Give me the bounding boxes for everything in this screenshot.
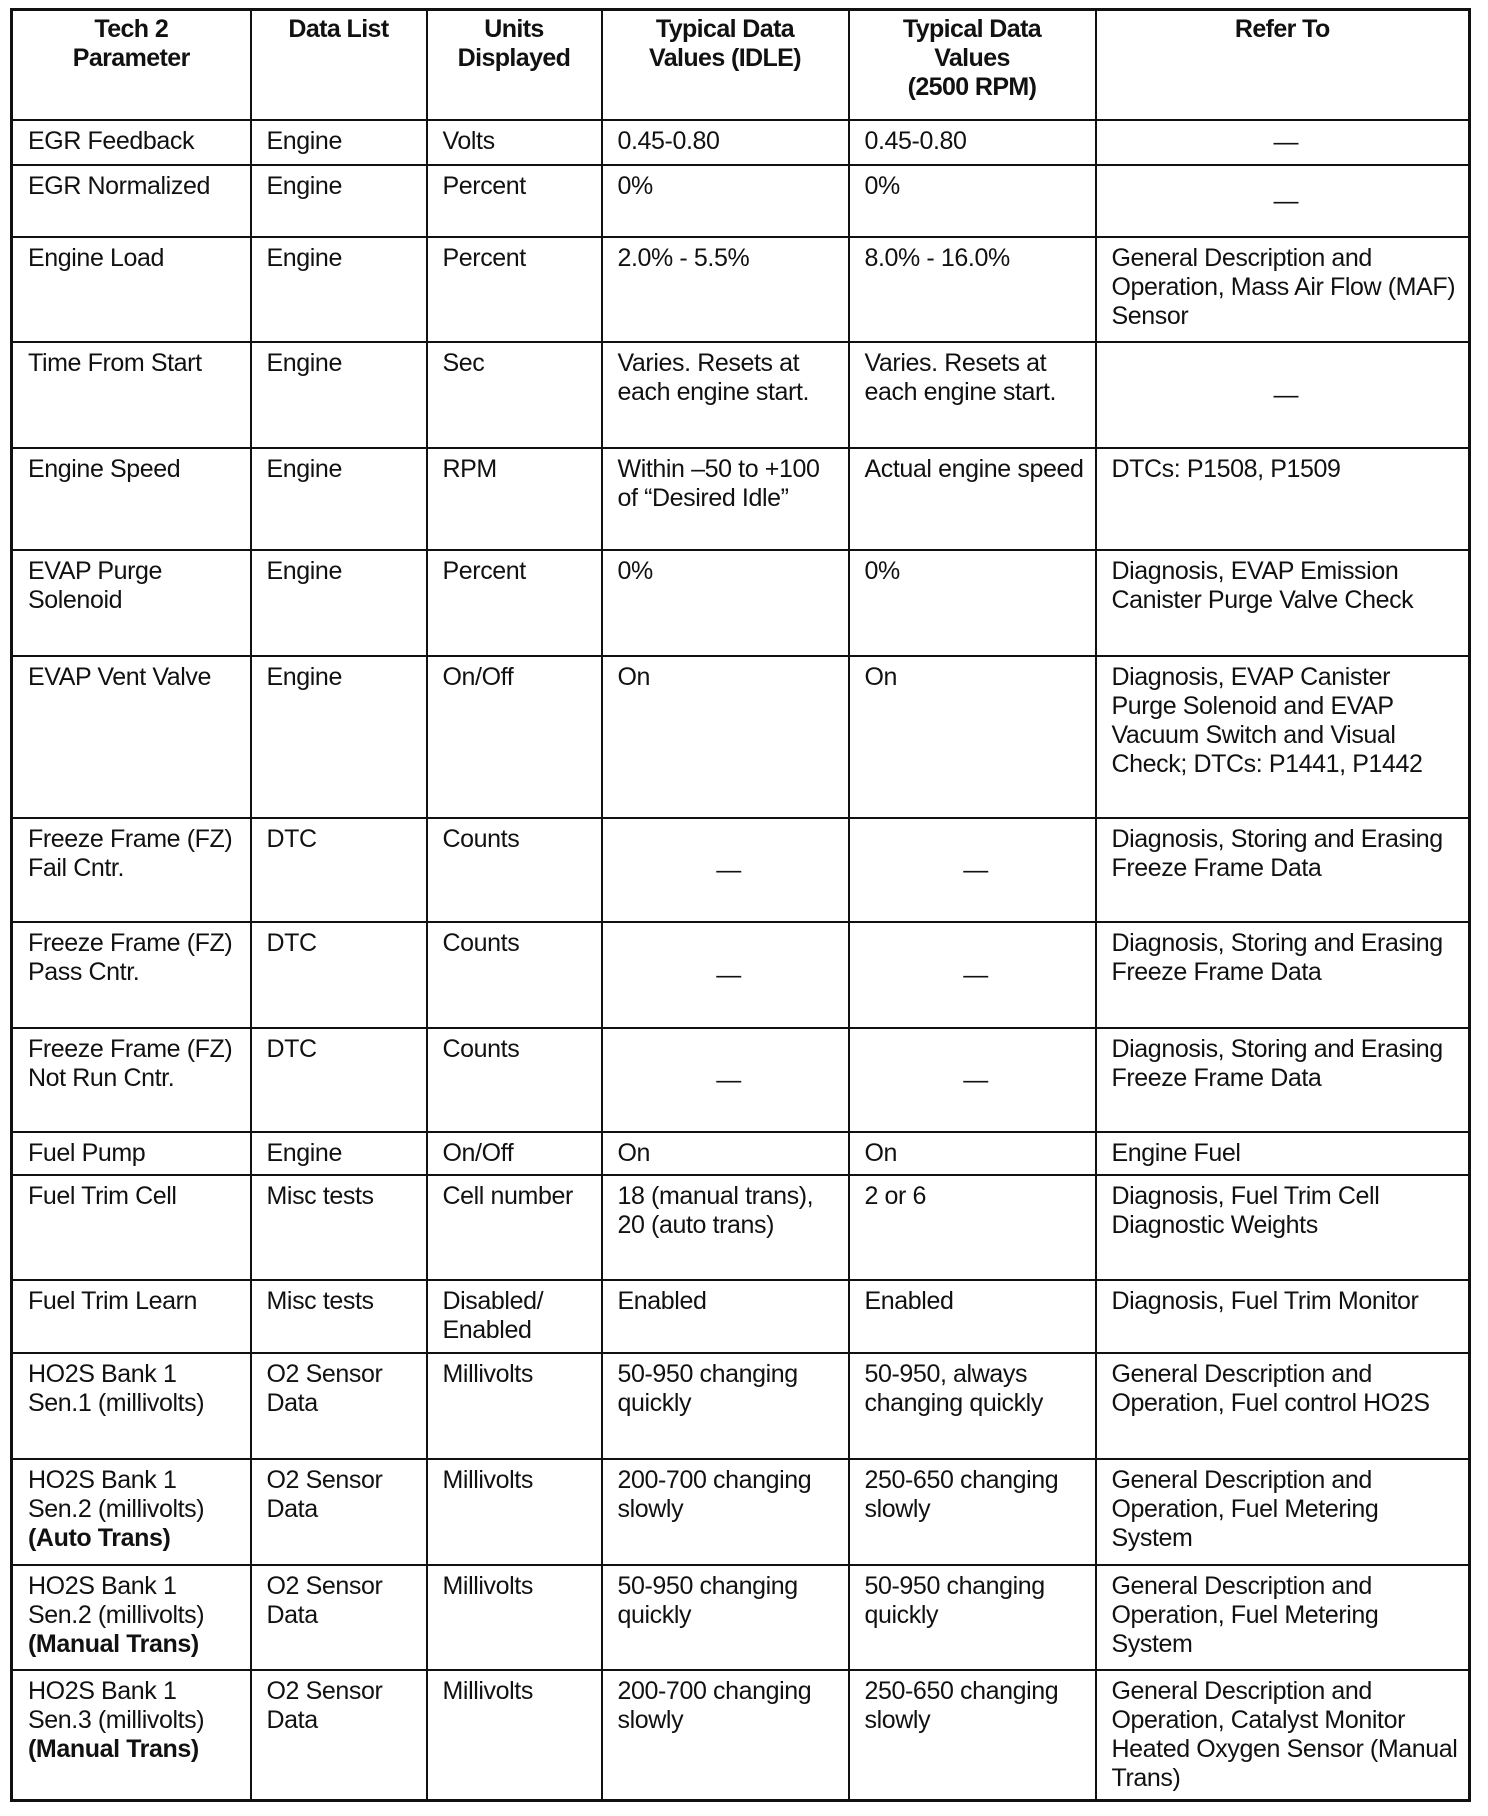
cell-parameter-text: Engine Speed — [28, 455, 181, 483]
cell-units — [427, 1175, 602, 1280]
cell-refer-to-text: Diagnosis, EVAP Emission Canister Purge Valve Check — [1111, 557, 1414, 614]
table-row — [12, 342, 1470, 448]
cell-idle-value — [602, 550, 849, 656]
cell-idle-value — [602, 1028, 849, 1132]
header-line: Values — [934, 44, 1010, 72]
header-line: Displayed — [457, 44, 571, 72]
cell-parameter-text: Freeze Frame (FZ) Pass Cntr. — [28, 929, 233, 986]
cell-idle-value-text: 50-950 changing quickly — [617, 1572, 798, 1629]
cell-units-text: Percent — [442, 244, 526, 272]
cell-refer-to-text: General Description and Operation, Mass Air Flow (MAF) Sensor — [1111, 244, 1456, 330]
cell-units — [427, 1565, 602, 1670]
cell-data-list — [251, 1028, 427, 1132]
header-line: Values (IDLE) — [649, 44, 801, 72]
cell-data-list-text: O2 Sensor Data — [266, 1360, 383, 1417]
cell-units — [427, 1132, 602, 1175]
cell-2500rpm-value-text: 8.0% - 16.0% — [864, 244, 1010, 272]
cell-data-list — [251, 656, 427, 818]
cell-parameter-text: HO2S Bank 1 Sen.2 (millivolts) — [28, 1572, 205, 1629]
cell-idle-value-text: 18 (manual trans), 20 (auto trans) — [617, 1182, 814, 1239]
cell-data-list-text: Engine — [266, 557, 342, 585]
cell-2500rpm-value-text: 2 or 6 — [864, 1182, 927, 1210]
cell-idle-value-text: — — [716, 855, 741, 884]
cell-units — [427, 550, 602, 656]
cell-parameter-text: EVAP Vent Valve — [28, 663, 212, 691]
cell-data-list-text: DTC — [266, 825, 317, 853]
cell-units-text: Percent — [442, 172, 526, 200]
table-row — [12, 656, 1470, 818]
cell-parameter-text: Fuel Pump — [28, 1139, 146, 1167]
cell-idle-value — [602, 1670, 849, 1801]
cell-data-list-text: O2 Sensor Data — [266, 1466, 383, 1523]
cell-data-list-text: DTC — [266, 929, 317, 957]
cell-data-list — [251, 1280, 427, 1353]
header-line: Parameter — [72, 44, 190, 72]
cell-parameter — [12, 1353, 251, 1459]
cell-2500rpm-value-text: 250-650 changing slowly — [864, 1466, 1059, 1523]
cell-units-text: Percent — [442, 557, 526, 585]
cell-refer-to-text: Diagnosis, Storing and Erasing Freeze Frame Data — [1111, 825, 1443, 882]
cell-idle-value-text: On — [617, 663, 651, 691]
cell-data-list-text: Misc tests — [266, 1182, 374, 1210]
cell-data-list-text: Engine — [266, 455, 342, 483]
cell-units-text: Millivolts — [442, 1677, 533, 1705]
cell-2500rpm-value-text: 0.45-0.80 — [864, 127, 967, 155]
cell-2500rpm-value-text: — — [963, 960, 988, 989]
cell-data-list — [251, 818, 427, 922]
cell-data-list — [251, 922, 427, 1028]
header-refer-to — [1096, 10, 1470, 121]
table-body — [12, 120, 1470, 1801]
cell-parameter — [12, 448, 251, 550]
cell-2500rpm-value — [849, 1353, 1096, 1459]
cell-data-list-text: Engine — [266, 127, 342, 155]
table-row — [12, 922, 1470, 1028]
header-idle — [602, 10, 849, 121]
cell-parameter-text: EGR Normalized — [28, 172, 210, 200]
cell-idle-value-text: — — [716, 960, 741, 989]
cell-2500rpm-value-text: 0% — [864, 557, 900, 585]
header-line: Tech 2 — [94, 15, 169, 43]
cell-2500rpm-value — [849, 448, 1096, 550]
cell-idle-value-text: Varies. Resets at each engine start. — [617, 349, 810, 406]
cell-idle-value — [602, 448, 849, 550]
cell-units — [427, 1280, 602, 1353]
cell-refer-to — [1096, 1459, 1470, 1565]
cell-refer-to — [1096, 165, 1470, 237]
cell-parameter-text: EVAP Purge Solenoid — [28, 557, 163, 614]
header-2500rpm — [849, 10, 1096, 121]
table-row — [12, 1565, 1470, 1670]
cell-refer-to-text: DTCs: P1508, P1509 — [1111, 455, 1341, 483]
cell-units-text: Disabled/ Enabled — [442, 1287, 544, 1344]
cell-units-text: Counts — [442, 825, 520, 853]
cell-2500rpm-value-text: On — [864, 1139, 898, 1167]
cell-data-list — [251, 1175, 427, 1280]
cell-units — [427, 818, 602, 922]
header-data-list — [251, 10, 427, 121]
cell-parameter — [12, 1280, 251, 1353]
cell-data-list-text: Engine — [266, 349, 342, 377]
cell-refer-to-text: Diagnosis, Storing and Erasing Freeze Frame Data — [1111, 1035, 1443, 1092]
table-row — [12, 165, 1470, 237]
cell-parameter — [12, 165, 251, 237]
cell-data-list — [251, 448, 427, 550]
cell-data-list — [251, 1353, 427, 1459]
cell-idle-value-text: Enabled — [617, 1287, 707, 1315]
cell-2500rpm-value — [849, 1028, 1096, 1132]
cell-parameter — [12, 922, 251, 1028]
cell-refer-to-text: Diagnosis, Fuel Trim Cell Diagnostic Weights — [1111, 1182, 1380, 1239]
cell-units — [427, 656, 602, 818]
cell-data-list — [251, 342, 427, 448]
cell-refer-to — [1096, 550, 1470, 656]
cell-units — [427, 1353, 602, 1459]
cell-data-list-text: Engine — [266, 663, 342, 691]
cell-2500rpm-value-text: Actual engine speed — [864, 455, 1084, 483]
cell-idle-value — [602, 656, 849, 818]
cell-parameter-text: Freeze Frame (FZ) Fail Cntr. — [28, 825, 233, 882]
cell-data-list — [251, 165, 427, 237]
cell-refer-to-text: — — [1273, 380, 1299, 409]
cell-data-list-text: DTC — [266, 1035, 317, 1063]
cell-idle-value — [602, 165, 849, 237]
cell-2500rpm-value — [849, 818, 1096, 922]
cell-units — [427, 237, 602, 342]
cell-idle-value — [602, 1280, 849, 1353]
cell-2500rpm-value — [849, 120, 1096, 165]
table-row — [12, 1353, 1470, 1459]
table-row — [12, 1670, 1470, 1801]
table-row — [12, 1280, 1470, 1353]
cell-2500rpm-value — [849, 1280, 1096, 1353]
tech2-parameter-table — [10, 8, 1471, 1802]
cell-parameter-text: HO2S Bank 1 Sen.2 (millivolts) — [28, 1466, 205, 1523]
cell-units — [427, 1028, 602, 1132]
cell-idle-value-text: 0% — [617, 172, 653, 200]
cell-2500rpm-value — [849, 1175, 1096, 1280]
cell-refer-to — [1096, 1353, 1470, 1459]
cell-parameter — [12, 1175, 251, 1280]
cell-idle-value-text: Within –50 to +100 of “Desired Idle” — [617, 455, 820, 512]
cell-units-text: Counts — [442, 1035, 520, 1063]
cell-parameter — [12, 550, 251, 656]
header-parameter — [12, 10, 251, 121]
cell-units-text: Volts — [442, 127, 495, 155]
cell-data-list-text: O2 Sensor Data — [266, 1572, 383, 1629]
cell-refer-to — [1096, 1280, 1470, 1353]
cell-idle-value — [602, 1353, 849, 1459]
cell-data-list-text: Engine — [266, 244, 342, 272]
cell-refer-to-text: General Description and Operation, Fuel control HO2S — [1111, 1360, 1430, 1417]
cell-units — [427, 1459, 602, 1565]
cell-parameter — [12, 237, 251, 342]
cell-2500rpm-value — [849, 656, 1096, 818]
cell-units-text: RPM — [442, 455, 497, 483]
table-row — [12, 550, 1470, 656]
cell-refer-to-text: Engine Fuel — [1111, 1139, 1241, 1167]
parameter-trans-qualifier: (Manual Trans) — [28, 1735, 199, 1763]
cell-refer-to-text: — — [1273, 186, 1299, 215]
cell-2500rpm-value-text: 50-950 changing quickly — [864, 1572, 1045, 1629]
cell-2500rpm-value — [849, 165, 1096, 237]
cell-units — [427, 448, 602, 550]
cell-idle-value-text: 0% — [617, 557, 653, 585]
cell-parameter — [12, 1028, 251, 1132]
cell-data-list — [251, 1459, 427, 1565]
table-header — [12, 10, 1470, 121]
cell-idle-value — [602, 818, 849, 922]
header-line: (2500 RPM) — [907, 73, 1037, 101]
cell-idle-value — [602, 1175, 849, 1280]
cell-parameter — [12, 1670, 251, 1801]
cell-idle-value-text: 200-700 changing slowly — [617, 1677, 812, 1734]
cell-units — [427, 165, 602, 237]
cell-refer-to — [1096, 1565, 1470, 1670]
table-row — [12, 1459, 1470, 1565]
cell-units — [427, 922, 602, 1028]
cell-parameter-text: Fuel Trim Cell — [28, 1182, 177, 1210]
cell-parameter-text: EGR Feedback — [28, 127, 195, 155]
cell-parameter-text: HO2S Bank 1 Sen.3 (millivolts) — [28, 1677, 205, 1734]
cell-parameter — [12, 656, 251, 818]
cell-refer-to-text: Diagnosis, Storing and Erasing Freeze Frame Data — [1111, 929, 1443, 986]
header-row — [12, 10, 1470, 121]
cell-parameter — [12, 1565, 251, 1670]
cell-2500rpm-value-text: 50-950, always changing quickly — [864, 1360, 1043, 1417]
table-row — [12, 1132, 1470, 1175]
cell-idle-value-text: 2.0% - 5.5% — [617, 244, 750, 272]
cell-2500rpm-value-text: — — [963, 855, 988, 884]
cell-parameter — [12, 342, 251, 448]
cell-idle-value-text: 200-700 changing slowly — [617, 1466, 812, 1523]
cell-2500rpm-value — [849, 342, 1096, 448]
cell-refer-to-text: General Description and Operation, Fuel Metering System — [1111, 1466, 1379, 1552]
cell-idle-value-text: 0.45-0.80 — [617, 127, 720, 155]
cell-data-list — [251, 120, 427, 165]
cell-parameter — [12, 1459, 251, 1565]
header-line: Typical Data — [902, 15, 1042, 43]
cell-units — [427, 342, 602, 448]
cell-units-text: Millivolts — [442, 1360, 533, 1388]
cell-refer-to — [1096, 342, 1470, 448]
cell-refer-to-text: Diagnosis, Fuel Trim Monitor — [1111, 1287, 1419, 1315]
cell-units — [427, 1670, 602, 1801]
cell-parameter-text: Freeze Frame (FZ) Not Run Cntr. — [28, 1035, 233, 1092]
cell-2500rpm-value — [849, 922, 1096, 1028]
cell-parameter-text: HO2S Bank 1 Sen.1 (millivolts) — [28, 1360, 205, 1417]
cell-refer-to — [1096, 120, 1470, 165]
header-line: Data List — [288, 15, 389, 43]
cell-parameter — [12, 1132, 251, 1175]
cell-refer-to — [1096, 1028, 1470, 1132]
cell-data-list — [251, 237, 427, 342]
cell-2500rpm-value — [849, 237, 1096, 342]
cell-units-text: Counts — [442, 929, 520, 957]
cell-refer-to — [1096, 1132, 1470, 1175]
cell-data-list-text: Engine — [266, 1139, 342, 1167]
header-line: Refer To — [1234, 15, 1330, 43]
cell-units-text: On/Off — [442, 663, 514, 691]
cell-units-text: Cell number — [442, 1182, 573, 1210]
cell-units — [427, 120, 602, 165]
cell-2500rpm-value-text: Varies. Resets at each engine start. — [864, 349, 1057, 406]
cell-parameter-text: Fuel Trim Learn — [28, 1287, 198, 1315]
cell-data-list-text: Engine — [266, 172, 342, 200]
cell-parameter — [12, 120, 251, 165]
cell-2500rpm-value-text: — — [963, 1065, 988, 1094]
cell-units-text: On/Off — [442, 1139, 514, 1167]
cell-2500rpm-value-text: On — [864, 663, 898, 691]
cell-idle-value — [602, 1565, 849, 1670]
cell-data-list — [251, 550, 427, 656]
cell-idle-value — [602, 342, 849, 448]
cell-units-text: Millivolts — [442, 1572, 533, 1600]
cell-2500rpm-value — [849, 1670, 1096, 1801]
cell-units-text: Sec — [442, 349, 485, 377]
cell-refer-to-text: General Description and Operation, Fuel Metering System — [1111, 1572, 1379, 1658]
table-row — [12, 1028, 1470, 1132]
cell-idle-value-text: 50-950 changing quickly — [617, 1360, 798, 1417]
header-units — [427, 10, 602, 121]
cell-refer-to — [1096, 448, 1470, 550]
parameter-trans-qualifier: (Manual Trans) — [28, 1630, 199, 1658]
cell-refer-to — [1096, 1175, 1470, 1280]
cell-refer-to-text: — — [1273, 128, 1299, 156]
table-row — [12, 818, 1470, 922]
cell-refer-to — [1096, 656, 1470, 818]
cell-idle-value-text: On — [617, 1139, 651, 1167]
table-row — [12, 1175, 1470, 1280]
cell-idle-value — [602, 1459, 849, 1565]
cell-idle-value — [602, 1132, 849, 1175]
cell-data-list-text: Misc tests — [266, 1287, 374, 1315]
cell-refer-to — [1096, 1670, 1470, 1801]
cell-idle-value-text: — — [716, 1065, 741, 1094]
cell-2500rpm-value — [849, 550, 1096, 656]
cell-parameter-text: Engine Load — [28, 244, 165, 272]
cell-data-list — [251, 1565, 427, 1670]
cell-2500rpm-value-text: 250-650 changing slowly — [864, 1677, 1059, 1734]
cell-idle-value — [602, 120, 849, 165]
cell-data-list — [251, 1132, 427, 1175]
cell-2500rpm-value — [849, 1459, 1096, 1565]
header-line: Units — [484, 15, 544, 43]
cell-data-list-text: O2 Sensor Data — [266, 1677, 383, 1734]
cell-2500rpm-value — [849, 1565, 1096, 1670]
table-row — [12, 120, 1470, 165]
table-row — [12, 448, 1470, 550]
cell-refer-to-text: General Description and Operation, Catalyst Monitor Heated Oxygen Sensor (Manual Trans) — [1111, 1677, 1458, 1792]
table-row — [12, 237, 1470, 342]
cell-data-list — [251, 1670, 427, 1801]
parameter-trans-qualifier: (Auto Trans) — [28, 1524, 171, 1552]
cell-refer-to — [1096, 237, 1470, 342]
header-line: Typical Data — [655, 15, 795, 43]
cell-idle-value — [602, 237, 849, 342]
cell-parameter-text: Time From Start — [28, 349, 202, 377]
cell-parameter — [12, 818, 251, 922]
cell-units-text: Millivolts — [442, 1466, 533, 1494]
cell-refer-to — [1096, 818, 1470, 922]
cell-refer-to — [1096, 922, 1470, 1028]
cell-2500rpm-value-text: 0% — [864, 172, 900, 200]
cell-idle-value — [602, 922, 849, 1028]
cell-refer-to-text: Diagnosis, EVAP Canister Purge Solenoid and EVAP Vacuum Switch and Visual Check; DTCs: P1441, P1442 — [1111, 663, 1423, 778]
cell-2500rpm-value-text: Enabled — [864, 1287, 954, 1315]
cell-2500rpm-value — [849, 1132, 1096, 1175]
